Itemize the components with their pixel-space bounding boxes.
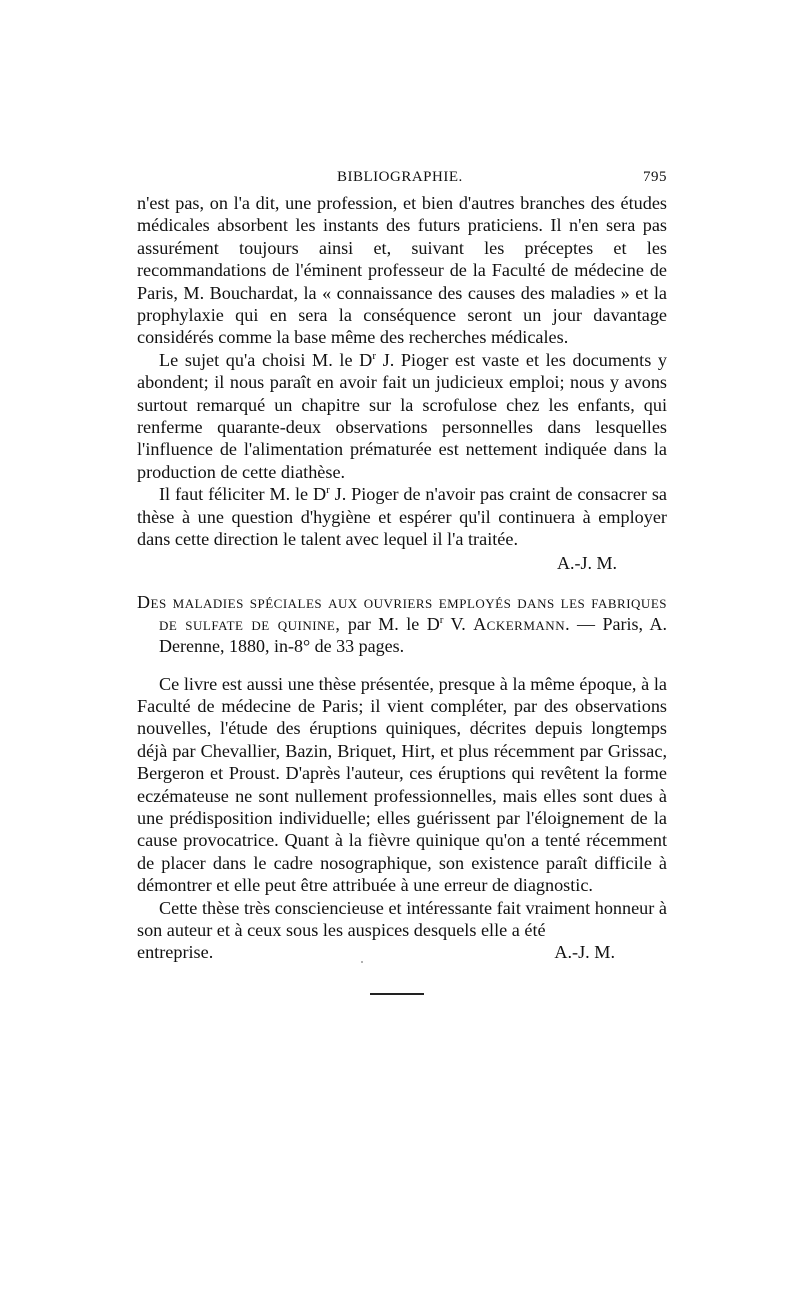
review2-signature <box>532 941 667 963</box>
review2-p2-text: Cette thèse très consciencieuse et intéressante fait vraiment honneur à son auteur et à ceux sous les auspices desquels elle a été <box>137 897 667 940</box>
doctor-abbrev-sup: r <box>372 349 376 362</box>
review2-p2-last: entreprise. <box>137 942 214 963</box>
review1-signature: A.-J. M. <box>556 552 617 573</box>
end-rule <box>370 993 424 995</box>
review1-p3-start: Il faut féliciter M. le D <box>159 484 327 505</box>
review2-signature-text: A.-J. M. <box>554 942 615 963</box>
running-title: BIBLIOGRAPHIE. <box>337 169 463 185</box>
book-title: Des maladies spéciales aux ouvriers employés dans les fabriques de sulfate de quinine, <box>137 591 667 634</box>
author-initial: V. <box>443 613 474 634</box>
book-publication: . — Paris, A. Derenne, 1880, in-8° de 33 pages. <box>159 613 667 656</box>
review2-paragraph-2 <box>137 897 667 964</box>
review2-paragraph-1: Ce livre est aussi une thèse présentée, presque à la même époque, à la Faculté de médecine de Paris; il vient compléter, par des observations nouvelles, l'étude des éruptions quiniques, décrites depuis longtemps déjà par Chevallier, Bazin, Briquet, Hirt, et plus récemment par Grissac, Bergeron et Proust. D'après l'auteur, ces éruptions qui revêtent la forme eczémateuse ne sont nullement professionnelles, mais elles sont dues à une prédisposition individuelle; elles guérissent par l'éloignement de la cause provocatrice. Quant à la fièvre quinique qu'on a tenté récemment de placer dans le cadre nosographique, son existence paraît difficile à démontrer et elle peut être attribuée à une erreur de diagnostic. <box>137 673 667 896</box>
doctor-abbrev-sup: r <box>439 613 444 626</box>
running-head <box>137 166 667 192</box>
review1-p3-rest: J. Pioger de n'avoir pas craint de consacrer sa thèse à une question d'hygiène et espérer qu'il continuera à employer dans cette direction le talent avec lequel il l'a traitée. <box>137 484 667 550</box>
page-body <box>137 166 667 964</box>
book-by: par M. le D <box>340 613 440 634</box>
review1-paragraph-2 <box>137 349 667 483</box>
author-name: Ackermann <box>473 613 566 634</box>
review1-paragraph-1: n'est pas, on l'a dit, une profession, et bien d'autres branches des études médicales absorbent les instants des futurs praticiens. Il n'en sera pas assurément toujours ainsi et, suivant les préceptes et les recommandations de l'éminent professeur de la Faculté de médecine de Paris, M. Bouchardat, la « connaissance des causes des maladies » et la prophylaxie qui en sera la conséquence seront un jour davantage considérés comme la base même des recherches médicales. <box>137 193 667 348</box>
speck-mark <box>361 961 363 963</box>
page-number: 795 <box>643 169 667 185</box>
book-entry <box>137 591 667 657</box>
review1-p2-start: Le sujet qu'a choisi M. le D <box>159 349 373 370</box>
doctor-abbrev-sup: r <box>326 484 330 497</box>
review1-paragraph-3 <box>137 483 667 550</box>
review1-p2-rest: J. Pioger est vaste et les documents y abondent; il nous paraît en avoir fait un judicieux emploi; nous y avons surtout remarqué un chapitre sur la scrofulose chez les enfants, qui renferme quarante-deux observations personnelles dans lesquelles l'influence de l'alimentation prématurée est nettement indiquée dans la production de cette diathèse. <box>137 349 668 482</box>
